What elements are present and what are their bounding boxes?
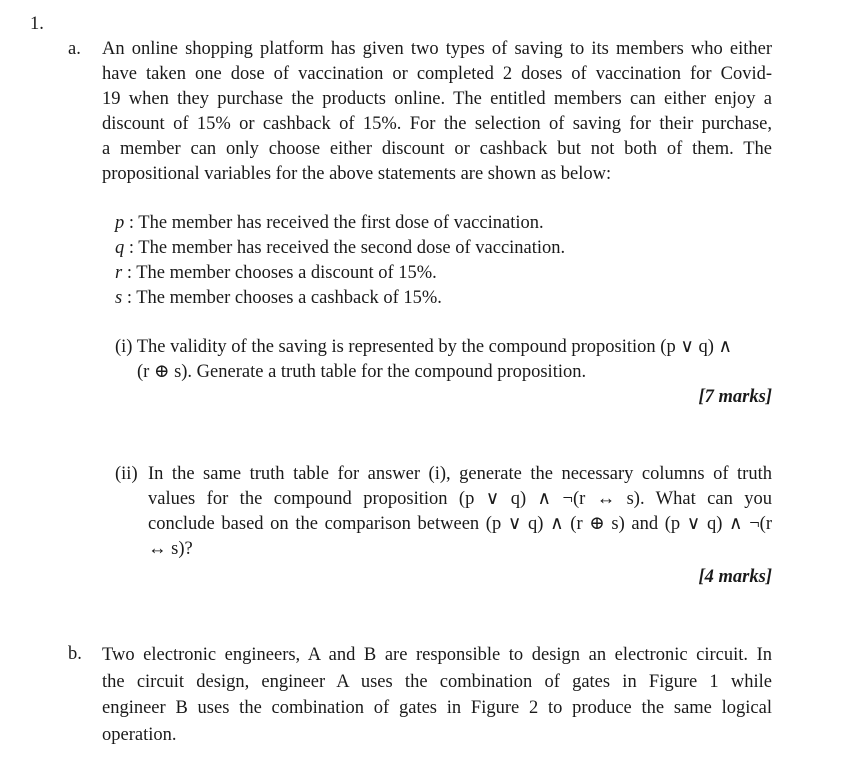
part-a-line: a member can only choose either discount or cashback but not both of them. The — [102, 139, 772, 159]
sub-ii-line: values for the compound proposition (p ∨ q) ∧ ¬(r ↔ s). What can you — [148, 489, 772, 509]
definition-p: p : The member has received the first dose of vaccination. — [115, 213, 544, 233]
part-a-label: a. — [68, 39, 81, 59]
sub-ii-label: (ii) — [115, 464, 138, 484]
part-a-line: propositional variables for the above statements are shown as below: — [102, 164, 612, 184]
part-b-line: engineer B uses the combination of gates in Figure 2 to produce the same logical — [102, 698, 772, 718]
sub-i-marks: [7 marks] — [698, 387, 772, 407]
part-b-line: the circuit design, engineer A uses the combination of gates in Figure 1 while — [102, 671, 772, 692]
part-a-line: 19 when they purchase the products online. The entitled members can either enjoy a — [102, 89, 772, 109]
sub-ii-line: In the same truth table for answer (i), generate the necessary columns of truth — [148, 464, 772, 484]
part-a-line: have taken one dose of vaccination or completed 2 doses of vaccination for Covid- — [102, 64, 772, 84]
part-b-label: b. — [68, 644, 82, 664]
part-b-paragraph — [102, 642, 772, 748]
sub-ii-line: conclude based on the comparison between (p ∨ q) ∧ (r ⊕ s) and (p ∨ q) ∧ ¬(r — [148, 514, 772, 534]
sub-ii-marks: [4 marks] — [698, 567, 772, 587]
part-a-line: An online shopping platform has given two types of saving to its members who either — [102, 39, 772, 59]
sub-ii-line: ↔ s)? — [148, 539, 193, 559]
sub-i-line: (i) The validity of the saving is represented by the compound proposition (p ∨ q) ∧ — [115, 337, 733, 357]
part-a-paragraph — [102, 37, 772, 187]
definition-q: q : The member has received the second dose of vaccination. — [115, 238, 566, 258]
part-b-line: operation. — [102, 724, 177, 745]
definition-s: s : The member chooses a cashback of 15%. — [115, 288, 442, 308]
part-a-line: discount of 15% or cashback of 15%. For the selection of saving for their purchase, — [102, 114, 772, 134]
definition-r: r : The member chooses a discount of 15%. — [115, 263, 437, 283]
sub-ii-paragraph — [148, 462, 772, 562]
sub-i-line: (r ⊕ s). Generate a truth table for the compound proposition. — [137, 362, 587, 382]
part-b-line: Two electronic engineers, A and B are responsible to design an electronic circuit. In — [102, 645, 772, 665]
question-number: 1. — [30, 14, 44, 34]
